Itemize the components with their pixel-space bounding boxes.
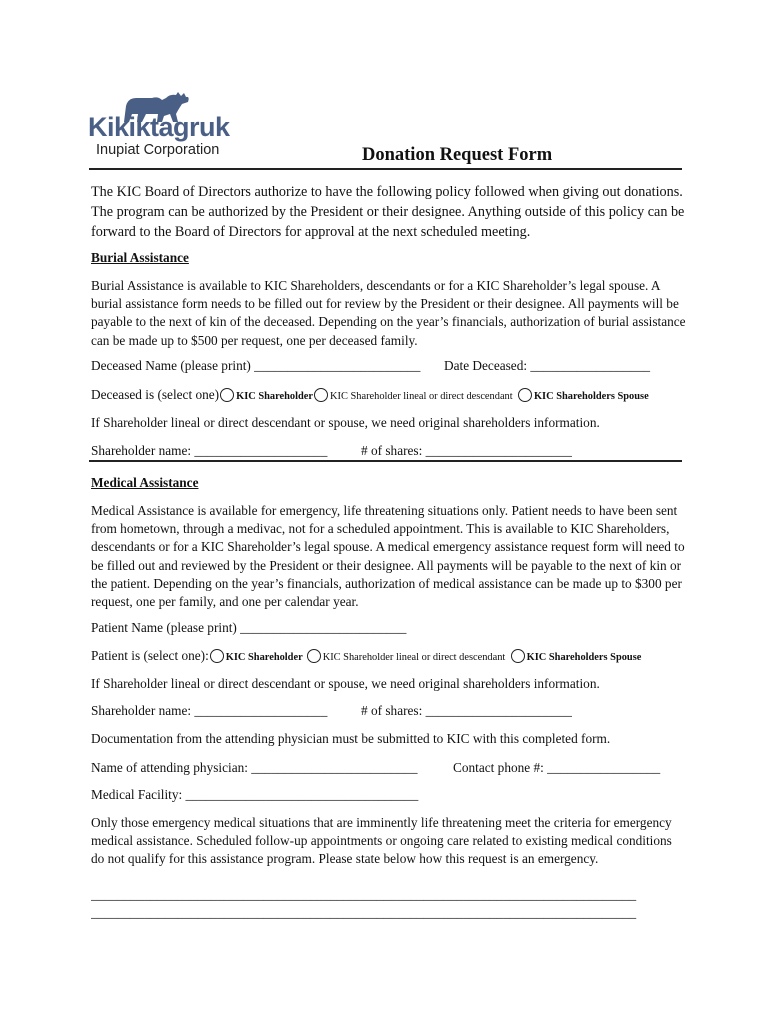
physician-field[interactable]: Name of attending physician: _________________________	[91, 760, 418, 775]
deceased-select-row	[91, 387, 649, 403]
form-title: Donation Request Form	[362, 145, 553, 165]
option-shareholder-spouse-label: KIC Shareholders Spouse	[526, 652, 642, 663]
option-kic-shareholder-label: KIC Shareholder	[236, 391, 313, 402]
deceased-select-label: Deceased is (select one)	[91, 387, 220, 402]
burial-shareholder-note: If Shareholder lineal or direct descendant or spouse, we need original shareholders information.	[91, 415, 600, 430]
contact-phone-field[interactable]: Contact phone #: _________________	[453, 760, 661, 775]
medical-heading: Medical Assistance	[91, 475, 199, 490]
deceased-name-field[interactable]: Deceased Name (please print) _________________________	[91, 358, 421, 373]
medical-shareholder-note: If Shareholder lineal or direct descendant or spouse, we need original shareholders information.	[91, 676, 600, 691]
option-lineal-descendant-label: KIC Shareholder lineal or direct descendant	[322, 652, 506, 663]
logo-subtitle: Inupiat Corporation	[96, 142, 220, 158]
option-kic-shareholder-label: KIC Shareholder	[225, 652, 303, 663]
medical-description: Medical Assistance is available for emergency, life threatening situations only. Patient needs to have been sent from hometown, through a medivac, not for a scheduled appointment. This is available to KIC Shareholders, descendants or for a KIC Shareholder’s legal spouse. A medical emergency assistance request form will need to be filled out and reviewed by the President or their designee. All payments will be payable to the next of kin or the patient. Depending on the year’s financials, authorization of medical assistance can be made up to $300 per request, one per family, and one per calendar year.	[91, 503, 685, 610]
burial-description: Burial Assistance is available to KIC Shareholders, descendants or for a KIC Shareholder’s legal spouse. A burial assistance form needs to be filled out for review by the President or their designee. All payments will be payable to the next of kin of the deceased. Depending on the year’s financials, authorization of burial assistance can be made up to $500 per request, one per deceased family.	[91, 278, 686, 348]
medical-facility-field[interactable]: Medical Facility: ___________________________________	[91, 787, 419, 802]
logo-name: Kikiktagruk	[88, 112, 230, 142]
medical-shares-field[interactable]: # of shares: ______________________	[361, 703, 572, 718]
burial-heading: Burial Assistance	[91, 250, 189, 265]
radio-kic-shareholder[interactable]	[210, 649, 224, 663]
radio-shareholder-spouse[interactable]	[518, 388, 532, 402]
radio-lineal-descendant[interactable]	[314, 388, 328, 402]
emergency-explanation-line-1[interactable]: __________________________________________________________________________________	[91, 887, 637, 902]
date-deceased-field[interactable]: Date Deceased: __________________	[444, 358, 651, 373]
option-shareholder-spouse-label: KIC Shareholders Spouse	[533, 391, 649, 402]
emergency-criteria-paragraph: Only those emergency medical situations that are imminently life threatening meet the criteria for emergency medical assistance. Scheduled follow-up appointments or ongoing care related to existing medical conditions do not qualify for this assistance program. Please state below how this request is an emergency.	[91, 815, 672, 867]
patient-select-row	[91, 648, 641, 664]
medical-shareholder-name-field[interactable]: Shareholder name: ____________________	[91, 703, 328, 718]
intro-paragraph: The KIC Board of Directors authorize to have the following policy followed when giving out donations. The program can be authorized by the President or their designee. Anything outside of this policy can be forward to the Board of Directors for approval at the next scheduled meeting.	[91, 184, 685, 240]
documentation-note: Documentation from the attending physician must be submitted to KIC with this completed form.	[91, 731, 611, 746]
emergency-explanation-line-2[interactable]: __________________________________________________________________________________	[91, 905, 637, 920]
patient-select-label: Patient is (select one):	[91, 648, 209, 663]
radio-kic-shareholder[interactable]	[220, 388, 234, 402]
burial-shares-field[interactable]: # of shares: ______________________	[361, 443, 572, 458]
patient-name-field[interactable]: Patient Name (please print) _________________________	[91, 620, 407, 635]
radio-shareholder-spouse[interactable]	[511, 649, 525, 663]
company-logo	[88, 90, 268, 160]
section-rule	[89, 460, 682, 462]
option-lineal-descendant-label: KIC Shareholder lineal or direct descendant	[330, 391, 513, 402]
title-rule	[89, 168, 682, 170]
radio-lineal-descendant[interactable]	[307, 649, 321, 663]
burial-shareholder-name-field[interactable]: Shareholder name: ____________________	[91, 443, 328, 458]
